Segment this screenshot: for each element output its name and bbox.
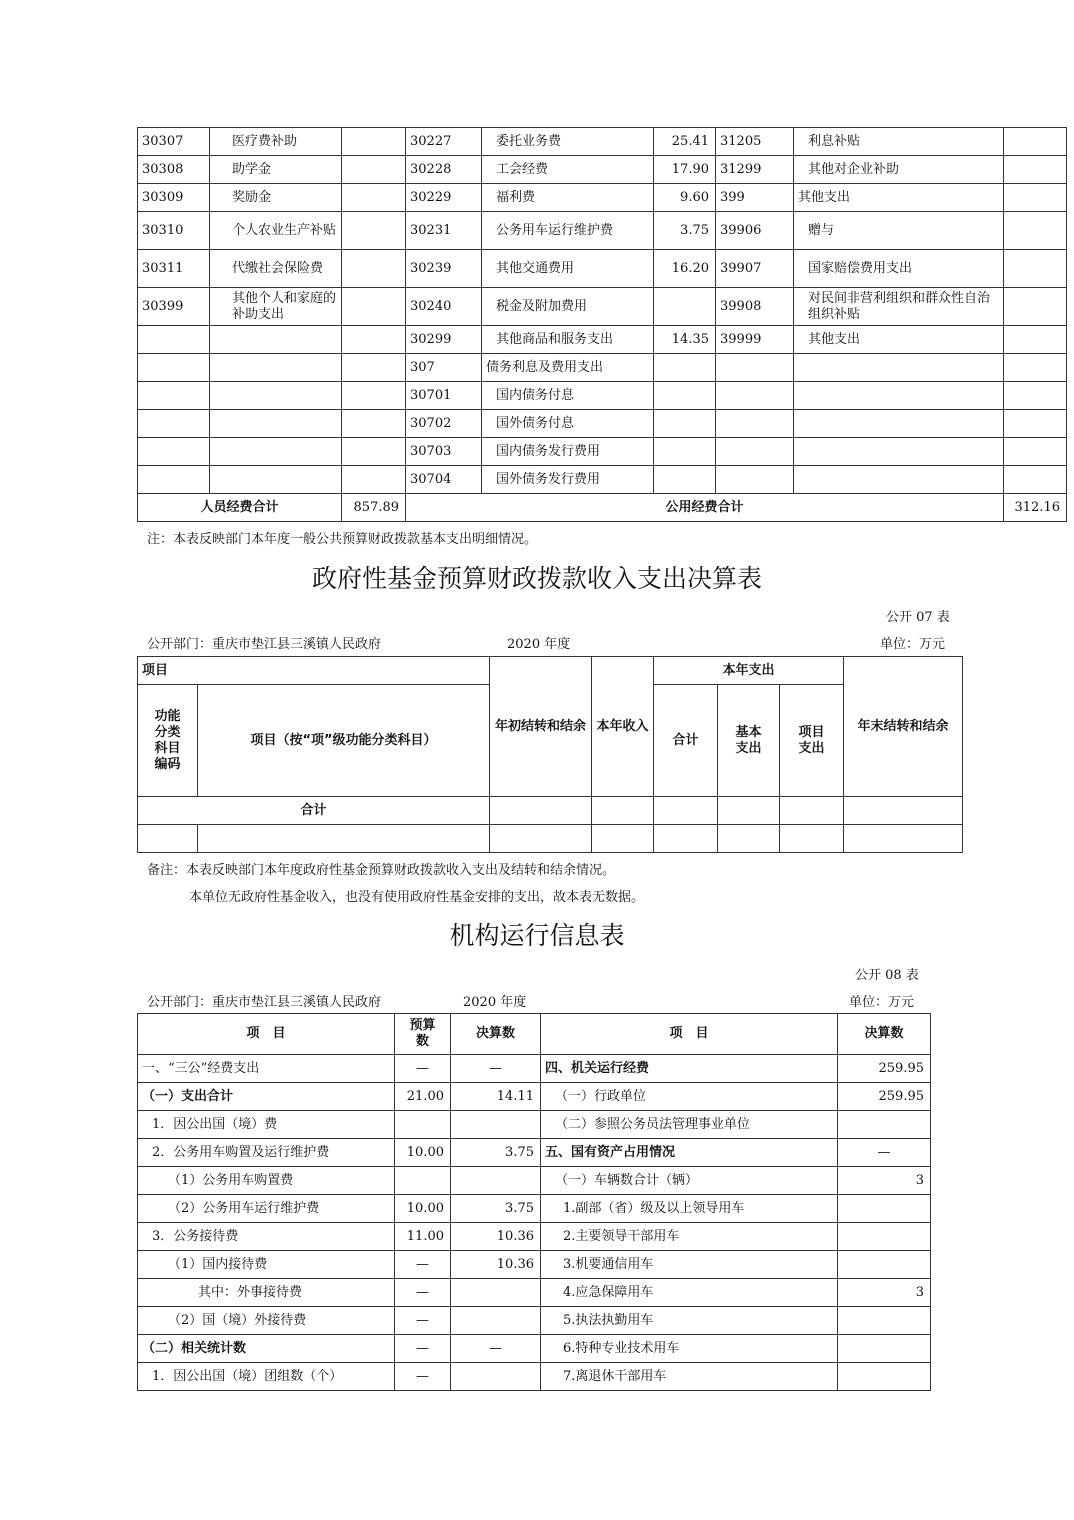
table-cell [342, 156, 406, 184]
table-cell: 其中：外事接待费 [138, 1279, 395, 1307]
table-cell: 16.20 [654, 250, 716, 288]
table-cell [794, 438, 1004, 466]
table-cell [1004, 466, 1067, 494]
table-cell: 10.00 [395, 1139, 451, 1167]
table-row [138, 1279, 931, 1307]
table-cell: 国外债务付息 [482, 410, 654, 438]
public-total-label: 公用经费合计 [406, 494, 1004, 522]
table-cell [1004, 438, 1067, 466]
fund-empty-row [138, 825, 963, 853]
table-cell: 21.00 [395, 1083, 451, 1111]
table-cell [138, 438, 210, 466]
table-cell [451, 1167, 541, 1195]
table-cell: 税金及附加费用 [482, 288, 654, 326]
fund-total-row [138, 797, 963, 825]
table-cell [1004, 156, 1067, 184]
table-cell [210, 410, 342, 438]
table-cell: 2．公务用车购置及运行维护费 [138, 1139, 395, 1167]
table-cell [451, 1363, 541, 1391]
fund-header-expense: 本年支出 [654, 657, 844, 685]
fund-unit: 单位：万元 [880, 637, 946, 652]
table-cell [838, 1195, 931, 1223]
table-cell: 39906 [716, 212, 794, 250]
table-cell [838, 1363, 931, 1391]
table-cell: — [395, 1251, 451, 1279]
table-cell: 30311 [138, 250, 210, 288]
fund-table [137, 656, 963, 853]
table-row [138, 1055, 931, 1083]
table-row [138, 1139, 931, 1167]
table-cell [342, 354, 406, 382]
table-cell: 一、“三公”经费支出 [138, 1055, 395, 1083]
table-cell: 39908 [716, 288, 794, 326]
table-cell: 9.60 [654, 184, 716, 212]
personnel-total-label: 人员经费合计 [138, 494, 342, 522]
table-cell [138, 354, 210, 382]
table-cell: 25.41 [654, 128, 716, 156]
table-cell [1004, 410, 1067, 438]
table-cell: 31299 [716, 156, 794, 184]
table-cell: 其他商品和服务支出 [482, 326, 654, 354]
table-cell: 3 [838, 1167, 931, 1195]
table-cell: 30310 [138, 212, 210, 250]
table-cell: 30308 [138, 156, 210, 184]
table-cell: 17.90 [654, 156, 716, 184]
table-cell: 30704 [406, 466, 482, 494]
table-cell [342, 250, 406, 288]
table-cell [138, 410, 210, 438]
table-row [138, 1307, 931, 1335]
table-cell: 国家赔偿费用支出 [794, 250, 1004, 288]
table-cell: 10.36 [451, 1223, 541, 1251]
table-cell [1004, 382, 1067, 410]
table-cell [342, 212, 406, 250]
table-cell: 个人农业生产补贴 [210, 212, 342, 250]
table-row [138, 410, 1067, 438]
table-cell: 国外债务发行费用 [482, 466, 654, 494]
table-row [138, 212, 1067, 250]
table-cell [342, 128, 406, 156]
table-cell: 30229 [406, 184, 482, 212]
table-cell: 其他支出 [794, 184, 1004, 212]
table-cell: 债务利息及费用支出 [482, 354, 654, 382]
operation-table-code: 公开 08 表 [855, 968, 919, 983]
table-cell [794, 410, 1004, 438]
table-row [138, 1195, 931, 1223]
table-cell: 其他个人和家庭的补助支出 [210, 288, 342, 326]
table-row [138, 382, 1067, 410]
fund-header-begin: 年初结转和结余 [490, 657, 592, 797]
fund-header-income: 本年收入 [592, 657, 654, 797]
table-cell: 30299 [406, 326, 482, 354]
table-cell: 对民间非营利组织和群众性自治组织补贴 [794, 288, 1004, 326]
table-cell: — [395, 1307, 451, 1335]
table-cell: 国内债务发行费用 [482, 438, 654, 466]
table-cell: 399 [716, 184, 794, 212]
table-cell: 1．因公出国（境）费 [138, 1111, 395, 1139]
table-cell [716, 438, 794, 466]
table-cell [794, 466, 1004, 494]
table-cell: 30703 [406, 438, 482, 466]
fund-dept: 公开部门：重庆市垫江县三溪镇人民政府 [147, 637, 382, 652]
table-cell [654, 382, 716, 410]
table-cell [838, 1251, 931, 1279]
table-cell [1004, 250, 1067, 288]
table-cell: 3.75 [654, 212, 716, 250]
operation-unit: 单位：万元 [849, 995, 915, 1010]
table-cell [1004, 184, 1067, 212]
table-cell: 奖励金 [210, 184, 342, 212]
table-cell: 工会经费 [482, 156, 654, 184]
table-row [138, 354, 1067, 382]
table-cell [451, 1307, 541, 1335]
table-cell: 259.95 [838, 1083, 931, 1111]
table-cell: 10.36 [451, 1251, 541, 1279]
table-cell: 30239 [406, 250, 482, 288]
fund-table-title: 政府性基金预算财政拨款收入支出决算表 [311, 564, 762, 593]
table-cell: 其他对企业补助 [794, 156, 1004, 184]
table-cell: — [395, 1055, 451, 1083]
table-cell: （2）公务用车运行维护费 [138, 1195, 395, 1223]
table-cell [838, 1111, 931, 1139]
table-cell [342, 382, 406, 410]
table-cell: 30240 [406, 288, 482, 326]
table-cell [654, 288, 716, 326]
operation-header-final2: 决算数 [838, 1014, 931, 1055]
table-row [138, 1223, 931, 1251]
table-cell: 5.执法执勤用车 [541, 1307, 838, 1335]
fund-header-name: 项目（按“项”级功能分类科目） [198, 685, 490, 797]
table-cell: 福利费 [482, 184, 654, 212]
table-cell: 1.副部（省）级及以上领导用车 [541, 1195, 838, 1223]
totals-row [138, 494, 1067, 522]
table-cell: 39907 [716, 250, 794, 288]
table-cell [838, 1307, 931, 1335]
table-cell [654, 410, 716, 438]
table-row [138, 184, 1067, 212]
table-row [138, 1167, 931, 1195]
fund-total-label: 合计 [138, 797, 490, 825]
table-cell: 3.75 [451, 1195, 541, 1223]
fund-header-item: 项目 [138, 657, 490, 685]
table-cell: 39999 [716, 326, 794, 354]
table-cell: 30309 [138, 184, 210, 212]
table-cell [342, 466, 406, 494]
operation-table-title: 机构运行信息表 [449, 921, 625, 950]
table-cell: — [395, 1279, 451, 1307]
table-cell [716, 466, 794, 494]
table-cell [210, 326, 342, 354]
fund-header-total: 合计 [654, 685, 718, 797]
table-cell [210, 466, 342, 494]
table-cell [1004, 212, 1067, 250]
table-cell: 4.应急保障用车 [541, 1279, 838, 1307]
fund-header-project: 项目支出 [780, 685, 844, 797]
table-row [138, 1111, 931, 1139]
table-cell: — [451, 1055, 541, 1083]
operation-header-item: 项 目 [138, 1014, 395, 1055]
table-row [138, 1083, 931, 1111]
table-row [138, 288, 1067, 326]
fund-year: 2020 年度 [507, 637, 571, 652]
table-cell: （二）参照公务员法管理事业单位 [541, 1111, 838, 1139]
table-cell: 14.35 [654, 326, 716, 354]
table-cell [1004, 288, 1067, 326]
table-row [138, 250, 1067, 288]
table-row [138, 128, 1067, 156]
table-cell [654, 438, 716, 466]
table-cell: （一）行政单位 [541, 1083, 838, 1111]
table-cell [451, 1279, 541, 1307]
table-cell [1004, 128, 1067, 156]
table-cell: （2）国（境）外接待费 [138, 1307, 395, 1335]
table-row [138, 1251, 931, 1279]
table-cell: 30702 [406, 410, 482, 438]
table-cell: 7.离退休干部用车 [541, 1363, 838, 1391]
table-cell: 31205 [716, 128, 794, 156]
table-row [138, 156, 1067, 184]
table-cell [716, 382, 794, 410]
fund-table-code: 公开 07 表 [886, 610, 950, 625]
table-cell: 五、国有资产占用情况 [541, 1139, 838, 1167]
personnel-total-value: 857.89 [342, 494, 406, 522]
table-cell: — [395, 1335, 451, 1363]
table-cell: 四、机关运行经费 [541, 1055, 838, 1083]
table-cell: 赠与 [794, 212, 1004, 250]
table-cell: 11.00 [395, 1223, 451, 1251]
table-cell: 30227 [406, 128, 482, 156]
table-cell: 代缴社会保险费 [210, 250, 342, 288]
table-cell [395, 1167, 451, 1195]
table-cell [342, 184, 406, 212]
operation-table [137, 1013, 931, 1391]
table-cell [342, 438, 406, 466]
fund-note-1: 备注：本表反映部门本年度政府性基金预算财政拨款收入支出及结转和结余情况。 [147, 863, 616, 878]
table-cell: 307 [406, 354, 482, 382]
table-cell [716, 410, 794, 438]
table-cell [451, 1111, 541, 1139]
table-cell: 30228 [406, 156, 482, 184]
table-cell [1004, 326, 1067, 354]
fund-header-end: 年末结转和结余 [844, 657, 963, 797]
table-row [138, 438, 1067, 466]
table-cell: — [395, 1363, 451, 1391]
table-cell: 6.特种专业技术用车 [541, 1335, 838, 1363]
table-cell: 2.主要领导干部用车 [541, 1223, 838, 1251]
operation-header-final: 决算数 [451, 1014, 541, 1055]
table-cell: 3 [838, 1279, 931, 1307]
table-cell [138, 466, 210, 494]
table-cell [716, 354, 794, 382]
table-cell [210, 438, 342, 466]
operation-header-budget: 预算数 [395, 1014, 451, 1055]
table-cell [210, 354, 342, 382]
table-cell [838, 1335, 931, 1363]
fund-note-2: 本单位无政府性基金收入，也没有使用政府性基金安排的支出，故本表无数据。 [189, 890, 645, 905]
fund-header-code: 功能分类科目编码 [138, 685, 198, 797]
table-cell [838, 1223, 931, 1251]
table-cell [342, 288, 406, 326]
table-cell: （二）相关统计数 [138, 1335, 395, 1363]
table-cell [794, 382, 1004, 410]
table-cell [138, 326, 210, 354]
public-total-value: 312.16 [1004, 494, 1067, 522]
table-cell: （一）支出合计 [138, 1083, 395, 1111]
table-cell: 3．公务接待费 [138, 1223, 395, 1251]
table-cell: （1）公务用车购置费 [138, 1167, 395, 1195]
table-cell [210, 382, 342, 410]
table-cell: 14.11 [451, 1083, 541, 1111]
table-cell [654, 466, 716, 494]
table-cell: 委托业务费 [482, 128, 654, 156]
operation-dept: 公开部门：重庆市垫江县三溪镇人民政府 [147, 995, 382, 1010]
table-row [138, 1335, 931, 1363]
table-cell [342, 326, 406, 354]
table-cell [138, 382, 210, 410]
table-row [138, 326, 1067, 354]
table-cell: 其他支出 [794, 326, 1004, 354]
table-cell [654, 354, 716, 382]
table-cell: 其他交通费用 [482, 250, 654, 288]
table-cell [342, 410, 406, 438]
basic-expense-table [137, 127, 1067, 522]
table-cell: 3.机要通信用车 [541, 1251, 838, 1279]
table-cell: 助学金 [210, 156, 342, 184]
table-cell: 30701 [406, 382, 482, 410]
table-cell [395, 1111, 451, 1139]
table-cell: 259.95 [838, 1055, 931, 1083]
table-cell: 30231 [406, 212, 482, 250]
table-cell [1004, 354, 1067, 382]
operation-header-item2: 项 目 [541, 1014, 838, 1055]
table-row [138, 1363, 931, 1391]
table-cell: 公务用车运行维护费 [482, 212, 654, 250]
table-cell: （1）国内接待费 [138, 1251, 395, 1279]
table-cell: 国内债务付息 [482, 382, 654, 410]
table-cell: 3.75 [451, 1139, 541, 1167]
table-cell: — [838, 1139, 931, 1167]
table-cell: 10.00 [395, 1195, 451, 1223]
operation-year: 2020 年度 [463, 995, 527, 1010]
table-cell: 利息补贴 [794, 128, 1004, 156]
table-cell: 30399 [138, 288, 210, 326]
table1-note: 注：本表反映部门本年度一般公共预算财政拨款基本支出明细情况。 [147, 532, 538, 547]
table-cell: — [451, 1335, 541, 1363]
table-row [138, 466, 1067, 494]
table-cell: 30307 [138, 128, 210, 156]
fund-header-basic: 基本支出 [718, 685, 780, 797]
table-cell: （一）车辆数合计（辆） [541, 1167, 838, 1195]
table-cell: 医疗费补助 [210, 128, 342, 156]
table-cell: 1．因公出国（境）团组数（个） [138, 1363, 395, 1391]
table-cell [794, 354, 1004, 382]
